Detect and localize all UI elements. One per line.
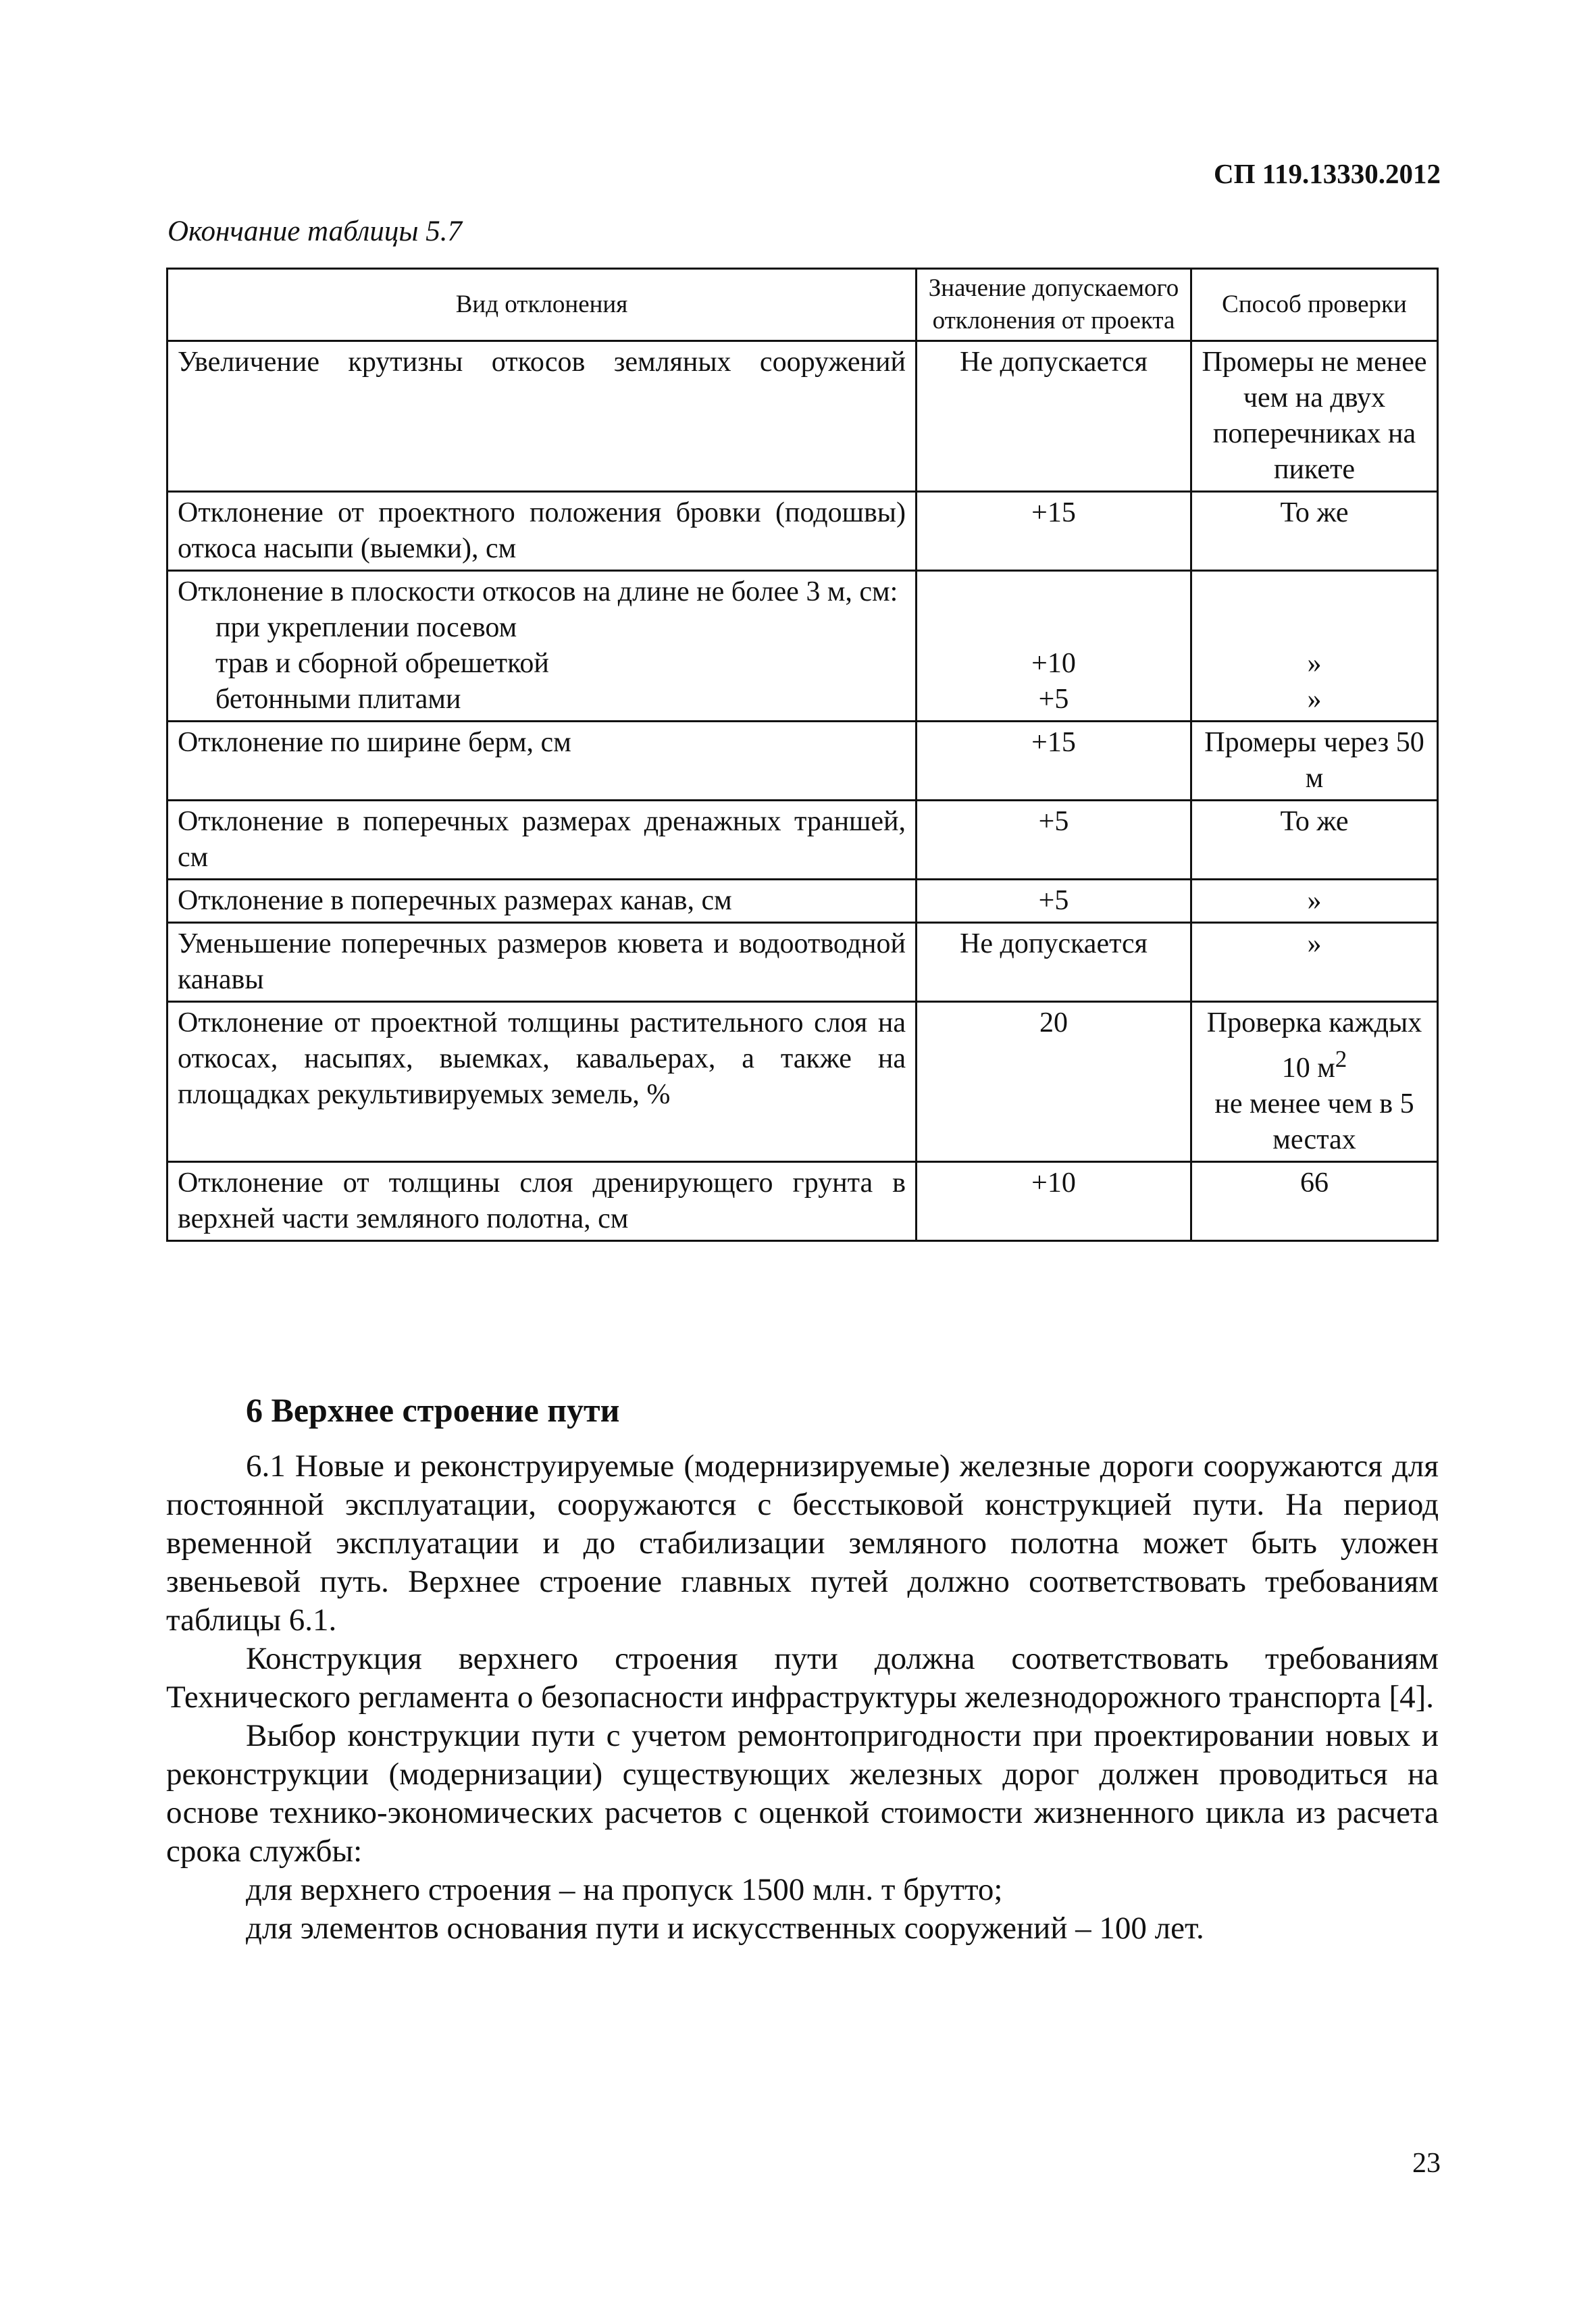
row-method: Промеры через 50 м	[1191, 722, 1438, 801]
superscript: 2	[1335, 1046, 1347, 1072]
row-method: »	[1191, 880, 1438, 923]
table-row	[168, 923, 1438, 1002]
table-header-row	[168, 269, 1438, 341]
section-heading: 6 Верхнее строение пути	[246, 1391, 620, 1429]
page-number: 23	[1412, 2148, 1441, 2179]
table-row	[168, 1162, 1438, 1241]
row-value: +10	[1031, 648, 1076, 679]
row-description: Отклонение по ширине берм, см	[168, 722, 917, 801]
document-code: СП 119.13330.2012	[1214, 158, 1441, 189]
row-description: Увеличение крутизны откосов земляных сооружений	[168, 341, 917, 492]
row-description: Отклонение от проектной толщины растительного слоя на откосах, насыпях, выемках, кавальерах, а также на площадках рекультивируемых земель, %	[168, 1002, 917, 1162]
table-row	[168, 492, 1438, 571]
row-description-group	[168, 571, 917, 722]
row-description: Отклонение в плоскости откосов на длине не более 3 м, см:	[178, 576, 898, 607]
header-deviation-type: Вид отклонения	[168, 269, 917, 341]
list-item: для верхнего строения – на пропуск 1500 млн. т брутто;	[246, 1872, 1003, 1907]
section-body	[166, 1447, 1439, 1948]
table-caption: Окончание таблицы 5.7	[168, 216, 463, 247]
row-method: »	[1307, 684, 1322, 715]
row-value: Не допускается	[917, 341, 1191, 492]
row-description: Уменьшение поперечных размеров кювета и водоотводной канавы	[168, 923, 917, 1002]
row-method: »	[1307, 648, 1322, 679]
row-value: +5	[917, 801, 1191, 880]
table-row	[168, 722, 1438, 801]
row-value: +5	[1038, 684, 1069, 715]
row-method: То же	[1191, 492, 1438, 571]
table-row	[168, 1002, 1438, 1162]
table-row	[168, 880, 1438, 923]
row-method: Промеры не менее чем на двух поперечниках на пикете	[1191, 341, 1438, 492]
row-method-group	[1191, 571, 1438, 722]
table-row	[168, 341, 1438, 492]
paragraph: Конструкция верхнего строения пути должна соответствовать требованиям Технического регламента о безопасности инфраструктуры железнодорожного транспорта [4].	[166, 1641, 1439, 1715]
row-method: Проверка каждых 10 м	[1206, 1007, 1422, 1084]
row-value: +15	[917, 492, 1191, 571]
row-description: Отклонение от проектного положения бровки (подошвы) откоса насыпи (выемки), см	[168, 492, 917, 571]
list-item: для элементов основания пути и искусственных сооружений – 100 лет.	[246, 1911, 1204, 1946]
row-subitem: бетонными плитами	[215, 684, 461, 715]
row-value-group	[917, 571, 1191, 722]
header-allowed-value: Значение допускаемого отклонения от проекта	[917, 269, 1191, 341]
paragraph: Выбор конструкции пути с учетом ремонтопригодности при проектировании новых и реконструкции (модернизации) существующих железных дорог должен проводиться на основе технико-экономических расчетов с оценкой стоимости жизненного цикла из расчета срока службы:	[166, 1718, 1439, 1869]
table-row	[168, 801, 1438, 880]
row-value: +10	[917, 1162, 1191, 1241]
row-method: не менее чем в 5 местах	[1214, 1088, 1414, 1155]
table-row	[168, 571, 1438, 722]
row-method-group	[1191, 1002, 1438, 1162]
paragraph: 6.1 Новые и реконструируемые (модернизируемые) железные дороги сооружаются для постоянной эксплуатации, сооружаются с бесстыковой конструкцией пути. На период временной эксплуатации и до стабилизации земляного полотна может быть уложен звеньевой путь. Верхнее строение главных путей должно соответствовать требованиям таблицы 6.1.	[166, 1449, 1439, 1638]
row-description: Отклонение от толщины слоя дренирующего грунта в верхней части земляного полотна, см	[168, 1162, 917, 1241]
row-subitem: при укреплении посевом	[215, 612, 517, 643]
row-description: Отклонение в поперечных размерах дренажных траншей, см	[168, 801, 917, 880]
deviation-table	[166, 268, 1439, 1242]
row-value: 20	[917, 1002, 1191, 1162]
row-value: +5	[917, 880, 1191, 923]
row-method: »	[1191, 923, 1438, 1002]
row-description: Отклонение в поперечных размерах канав, см	[168, 880, 917, 923]
row-method: То же	[1191, 801, 1438, 880]
row-value: Не допускается	[917, 923, 1191, 1002]
header-check-method: Способ проверки	[1191, 269, 1438, 341]
row-subitem: трав и сборной обрешеткой	[215, 648, 549, 679]
row-method: 66	[1191, 1162, 1438, 1241]
row-value: +15	[917, 722, 1191, 801]
